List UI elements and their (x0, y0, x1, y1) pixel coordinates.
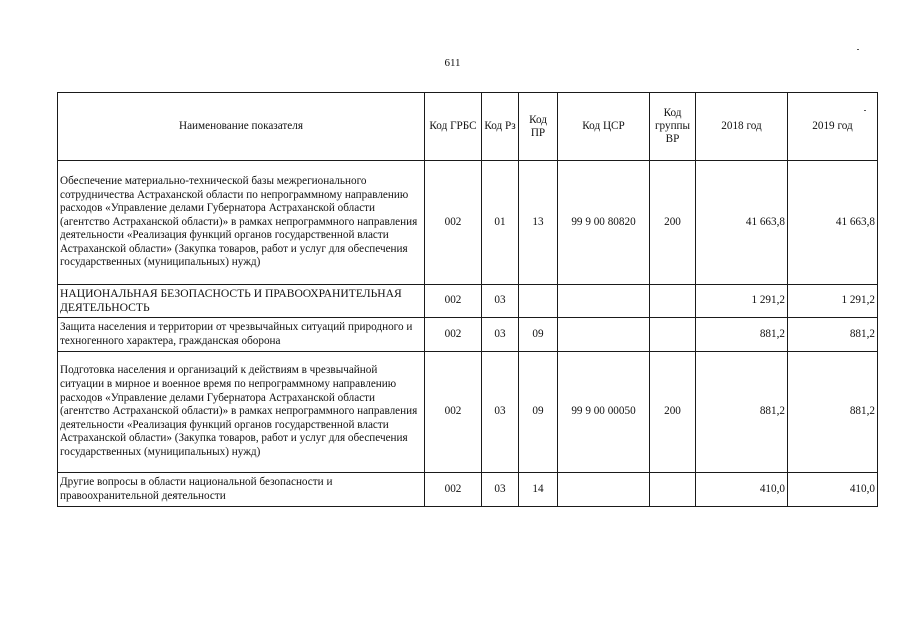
table-row (58, 285, 878, 318)
table-row (58, 473, 878, 507)
cell-rz: 01 (482, 161, 519, 285)
cell-grbs: 002 (425, 352, 482, 473)
cell-name: Защита населения и территории от чрезвычайных ситуаций природного и техногенного характера, гражданская оборона (58, 318, 425, 352)
cell-2019: 881,2 (788, 318, 878, 352)
cell-vr (650, 318, 696, 352)
cell-pr (519, 285, 558, 318)
cell-pr: 13 (519, 161, 558, 285)
cell-csr: 99 9 00 00050 (558, 352, 650, 473)
cell-name: НАЦИОНАЛЬНАЯ БЕЗОПАСНОСТЬ И ПРАВООХРАНИТЕЛЬНАЯ ДЕЯТЕЛЬНОСТЬ (58, 285, 425, 318)
header-rz: Код Рз (482, 93, 519, 161)
cell-rz: 03 (482, 352, 519, 473)
cell-vr (650, 473, 696, 507)
table-row (58, 352, 878, 473)
cell-csr (558, 285, 650, 318)
cell-rz: 03 (482, 473, 519, 507)
cell-vr: 200 (650, 352, 696, 473)
scan-speck (857, 49, 859, 50)
cell-rz: 03 (482, 285, 519, 318)
cell-2018: 410,0 (696, 473, 788, 507)
cell-name: Другие вопросы в области национальной безопасности и правоохранительной деятельности (58, 473, 425, 507)
cell-2018: 41 663,8 (696, 161, 788, 285)
header-vr: Код группы ВР (650, 93, 696, 161)
cell-rz: 03 (482, 318, 519, 352)
header-2019: 2019 год (788, 93, 878, 161)
cell-vr (650, 285, 696, 318)
table-row (58, 161, 878, 285)
cell-2019: 41 663,8 (788, 161, 878, 285)
table-header-row (58, 93, 878, 161)
header-2018: 2018 год (696, 93, 788, 161)
header-grbs: Код ГРБС (425, 93, 482, 161)
page-number: 611 (444, 57, 461, 69)
cell-2018: 1 291,2 (696, 285, 788, 318)
cell-name: Обеспечение материально-технической базы межрегионального сотрудничества Астраханской области по непрограммному направлению расходов «Управление делами Губернатора Астраханской области (агентство Астраханской области)» в рамках непрограммного направления деятельности «Реализация функций органов государственной власти Астраханской области» (Закупка товаров, работ и услуг для обеспечения государственных (муниципальных) нужд) (58, 161, 425, 285)
cell-grbs: 002 (425, 161, 482, 285)
cell-2019: 881,2 (788, 352, 878, 473)
cell-name: Подготовка населения и организаций к действиям в чрезвычайной ситуации в мирное и военное время по непрограммному направлению расходов «Управление делами Губернатора Астраханской области (агентство Астраханской области)» в рамках непрограммного направления деятельности «Реализация функций органов государственной власти Астраханской области» (Закупка товаров, работ и услуг для обеспечения государственных (муниципальных) нужд) (58, 352, 425, 473)
cell-vr: 200 (650, 161, 696, 285)
cell-csr (558, 473, 650, 507)
cell-2019: 410,0 (788, 473, 878, 507)
cell-csr: 99 9 00 80820 (558, 161, 650, 285)
header-name: Наименование показателя (58, 93, 425, 161)
cell-grbs: 002 (425, 285, 482, 318)
cell-2018: 881,2 (696, 352, 788, 473)
cell-pr: 14 (519, 473, 558, 507)
cell-pr: 09 (519, 318, 558, 352)
cell-csr (558, 318, 650, 352)
cell-grbs: 002 (425, 318, 482, 352)
header-csr: Код ЦСР (558, 93, 650, 161)
table-row (58, 318, 878, 352)
budget-table (57, 92, 878, 507)
header-pr: Код ПР (519, 93, 558, 161)
cell-pr: 09 (519, 352, 558, 473)
cell-2018: 881,2 (696, 318, 788, 352)
cell-grbs: 002 (425, 473, 482, 507)
cell-2019: 1 291,2 (788, 285, 878, 318)
